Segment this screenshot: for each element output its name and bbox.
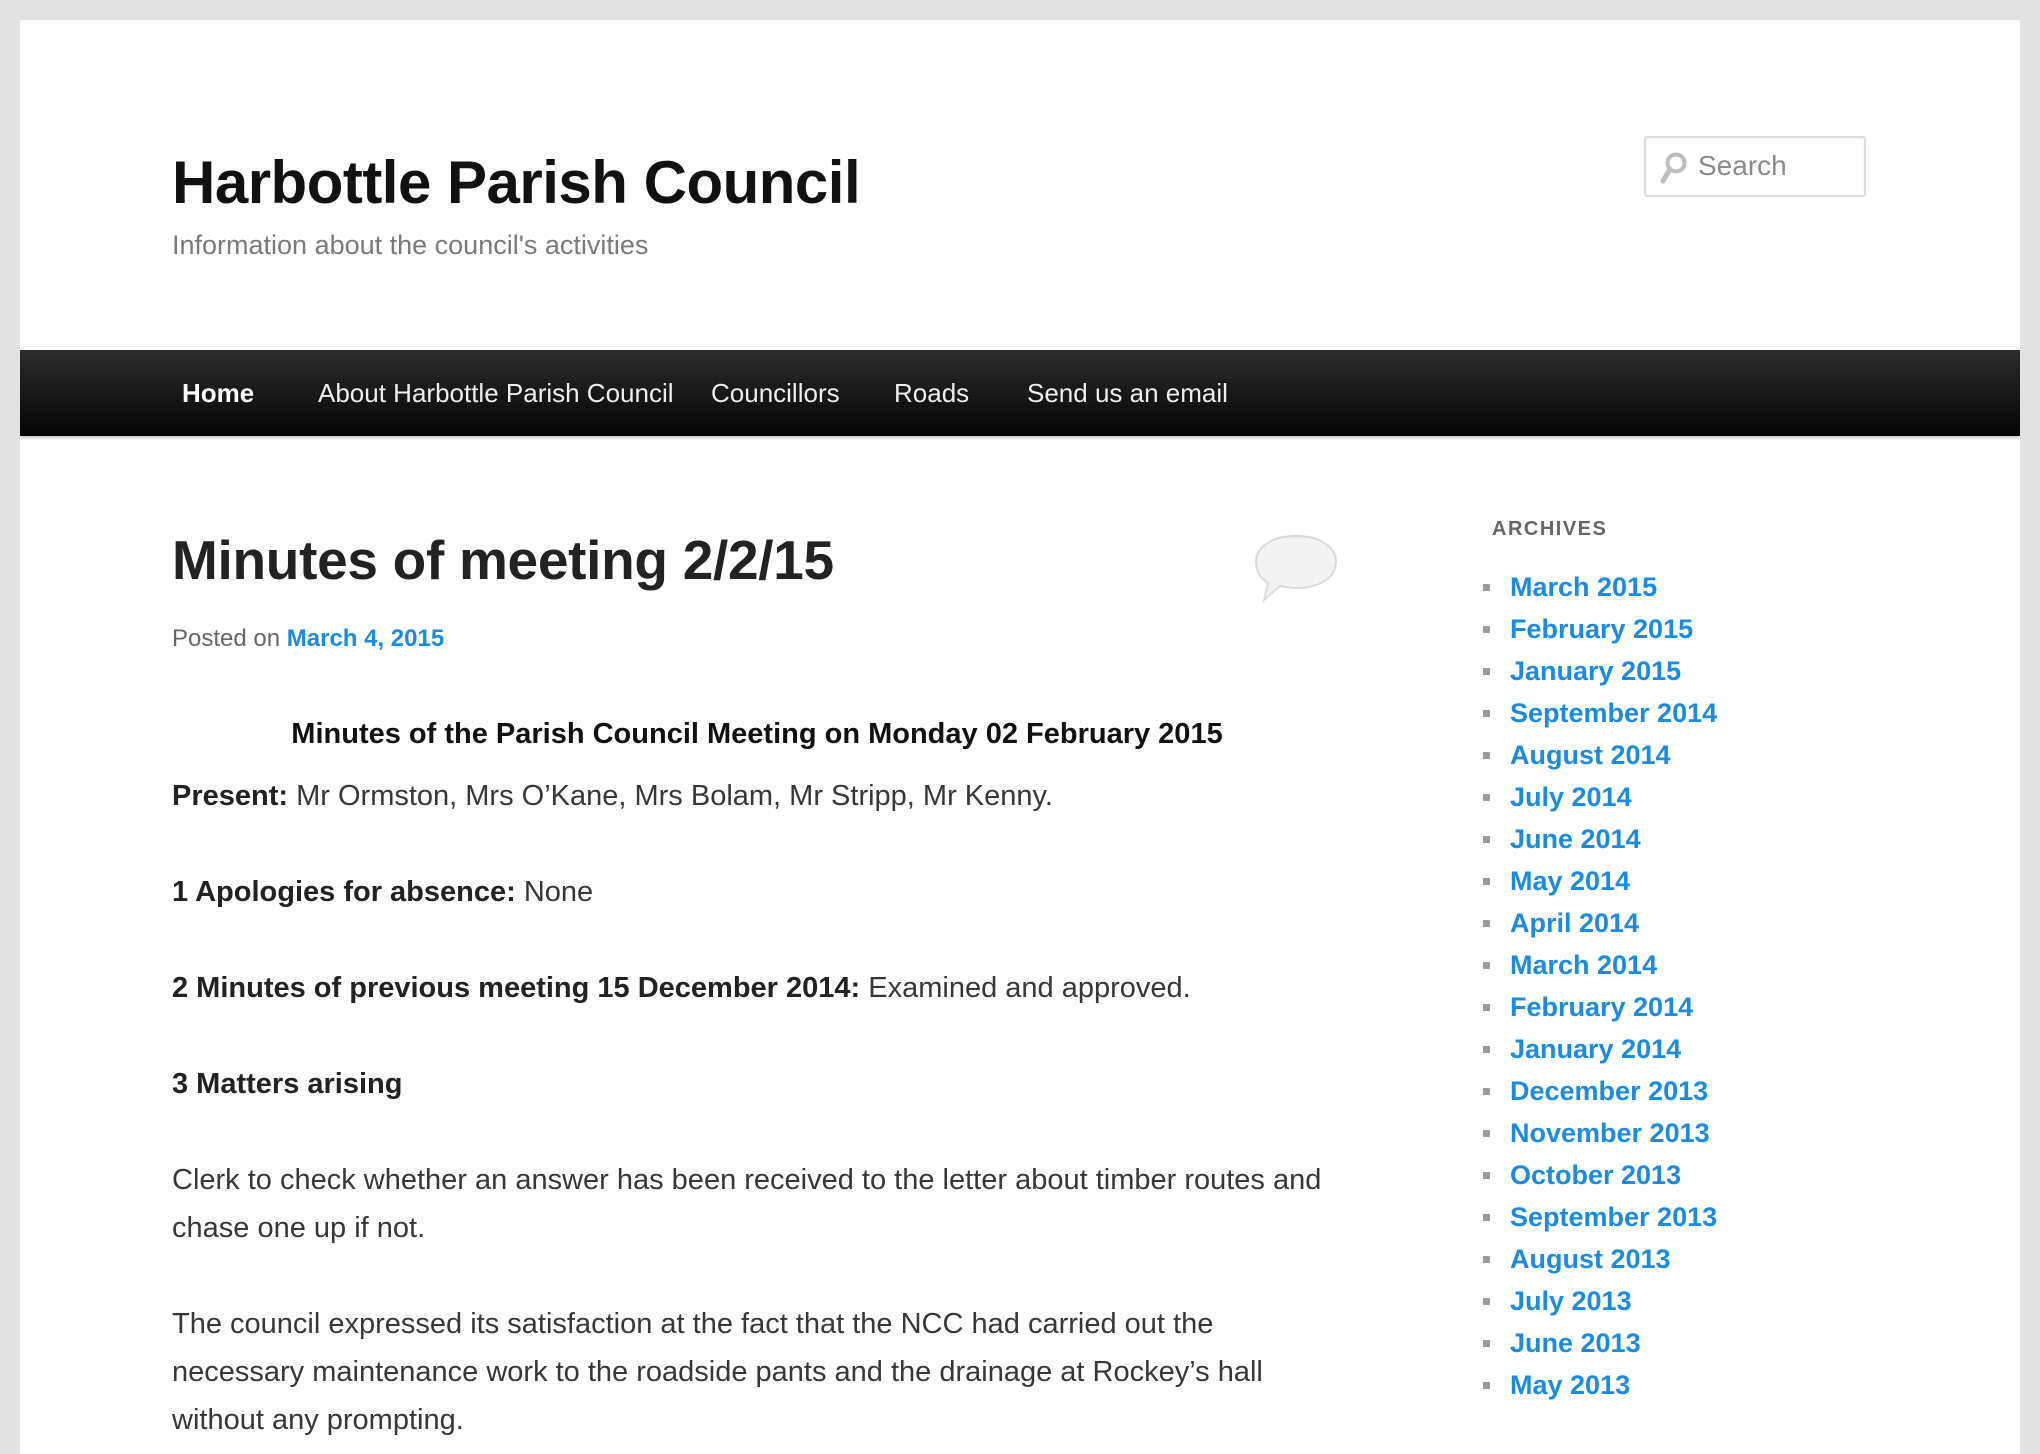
page xyxy=(20,20,2020,1454)
apologies-label: 1 Apologies for absence: xyxy=(172,876,516,908)
archive-list-item xyxy=(1482,776,1717,818)
post-content xyxy=(172,710,1342,1454)
archive-list-item xyxy=(1482,692,1717,734)
square-bullet-icon xyxy=(1483,794,1490,801)
archive-link[interactable]: November 2013 xyxy=(1510,1118,1710,1148)
archive-link[interactable]: August 2014 xyxy=(1510,740,1671,770)
square-bullet-icon xyxy=(1483,836,1490,843)
minutes-paragraph xyxy=(172,964,1342,1012)
archive-link[interactable]: March 2015 xyxy=(1510,572,1658,602)
main-navigation xyxy=(20,350,2020,436)
square-bullet-icon xyxy=(1483,920,1490,927)
archive-list-item xyxy=(1482,1154,1717,1196)
minutes-heading: Minutes of the Parish Council Meeting on Monday 02 February 2015 xyxy=(291,718,1223,750)
square-bullet-icon xyxy=(1483,1382,1490,1389)
square-bullet-icon xyxy=(1483,1256,1490,1263)
archive-list-item xyxy=(1482,1196,1717,1238)
square-bullet-icon xyxy=(1483,710,1490,717)
archives-list xyxy=(1482,566,1717,1406)
archive-list-item xyxy=(1482,734,1717,776)
archive-link[interactable]: April 2014 xyxy=(1510,908,1640,938)
archive-list-item xyxy=(1482,608,1717,650)
archive-list-item xyxy=(1482,1364,1717,1406)
site-title[interactable]: Harbottle Parish Council xyxy=(172,149,861,216)
archive-link[interactable]: August 2013 xyxy=(1510,1244,1671,1274)
posted-on-label: Posted on xyxy=(172,625,281,652)
square-bullet-icon xyxy=(1483,668,1490,675)
content-paragraph: The council expressed its satisfaction at the fact that the NCC had carried out the necessary maintenance work to the roadside pants and the drainage at Rockey’s hall without any prompting. xyxy=(172,1308,1263,1436)
square-bullet-icon xyxy=(1483,1214,1490,1221)
square-bullet-icon xyxy=(1483,1088,1490,1095)
matters-arising-paragraph xyxy=(172,1060,1342,1108)
archive-link[interactable]: February 2014 xyxy=(1510,992,1694,1022)
archive-list-item xyxy=(1482,860,1717,902)
content-paragraph: Clerk to check whether an answer has been received to the letter about timber routes and chase one up if not. xyxy=(172,1164,1322,1244)
present-text: Mr Ormston, Mrs O’Kane, Mrs Bolam, Mr Stripp, Mr Kenny. xyxy=(288,780,1053,812)
search-icon xyxy=(1658,151,1688,185)
archive-list-item xyxy=(1482,986,1717,1028)
search-input[interactable] xyxy=(1698,146,1858,186)
archive-list-item xyxy=(1482,944,1717,986)
archive-link[interactable]: October 2013 xyxy=(1510,1160,1682,1190)
archive-list-item xyxy=(1482,1070,1717,1112)
archive-link[interactable]: January 2015 xyxy=(1510,656,1682,686)
minutes-text: Examined and approved. xyxy=(860,972,1191,1004)
present-paragraph xyxy=(172,772,1342,820)
archive-list-item xyxy=(1482,1322,1717,1364)
archive-link[interactable]: September 2013 xyxy=(1510,1202,1718,1232)
nav-item-home[interactable]: Home xyxy=(182,378,255,408)
archive-list-item xyxy=(1482,1238,1717,1280)
square-bullet-icon xyxy=(1483,1004,1490,1011)
archive-link[interactable]: February 2015 xyxy=(1510,614,1694,644)
archive-link[interactable]: March 2014 xyxy=(1510,950,1658,980)
archive-list-item xyxy=(1482,1028,1717,1070)
post-meta xyxy=(172,625,444,653)
archive-link[interactable]: June 2013 xyxy=(1510,1328,1641,1358)
archive-link[interactable]: January 2014 xyxy=(1510,1034,1682,1064)
archive-list-item xyxy=(1482,1280,1717,1322)
post-title[interactable]: Minutes of meeting 2/2/15 xyxy=(172,529,834,591)
site-description: Information about the council's activities xyxy=(172,230,649,260)
archive-link[interactable]: July 2013 xyxy=(1510,1286,1632,1316)
search-box[interactable] xyxy=(1644,136,1866,197)
apologies-text: None xyxy=(515,876,594,908)
minutes-label: 2 Minutes of previous meeting 15 December 2014: xyxy=(172,972,861,1004)
square-bullet-icon xyxy=(1483,878,1490,885)
nav-item-about[interactable]: About Harbottle Parish Council xyxy=(318,378,674,408)
archive-link[interactable]: July 2014 xyxy=(1510,782,1632,812)
archive-list-item xyxy=(1482,818,1717,860)
square-bullet-icon xyxy=(1483,1130,1490,1137)
square-bullet-icon xyxy=(1483,1298,1490,1305)
square-bullet-icon xyxy=(1483,752,1490,759)
square-bullet-icon xyxy=(1483,626,1490,633)
apologies-paragraph xyxy=(172,868,1342,916)
nav-item-roads[interactable]: Roads xyxy=(894,378,970,408)
archives-widget-title: ARCHIVES xyxy=(1492,518,1608,540)
archive-link[interactable]: May 2013 xyxy=(1510,1370,1631,1400)
nav-item-email[interactable]: Send us an email xyxy=(1027,378,1228,408)
post-date-link[interactable]: March 4, 2015 xyxy=(286,625,445,652)
archive-link[interactable]: May 2014 xyxy=(1510,866,1631,896)
square-bullet-icon xyxy=(1483,584,1490,591)
square-bullet-icon xyxy=(1483,1172,1490,1179)
square-bullet-icon xyxy=(1483,1046,1490,1053)
archive-link[interactable]: December 2013 xyxy=(1510,1076,1709,1106)
matters-arising-label: 3 Matters arising xyxy=(172,1068,403,1100)
archive-link[interactable]: June 2014 xyxy=(1510,824,1641,854)
nav-item-councillors[interactable]: Councillors xyxy=(711,378,840,408)
archive-list-item xyxy=(1482,1112,1717,1154)
archive-link[interactable]: September 2014 xyxy=(1510,698,1718,728)
square-bullet-icon xyxy=(1483,962,1490,969)
comment-bubble-icon[interactable] xyxy=(1250,532,1342,606)
archive-list-item xyxy=(1482,566,1717,608)
archive-list-item xyxy=(1482,650,1717,692)
present-label: Present: xyxy=(172,780,289,812)
square-bullet-icon xyxy=(1483,1340,1490,1347)
archive-list-item xyxy=(1482,902,1717,944)
